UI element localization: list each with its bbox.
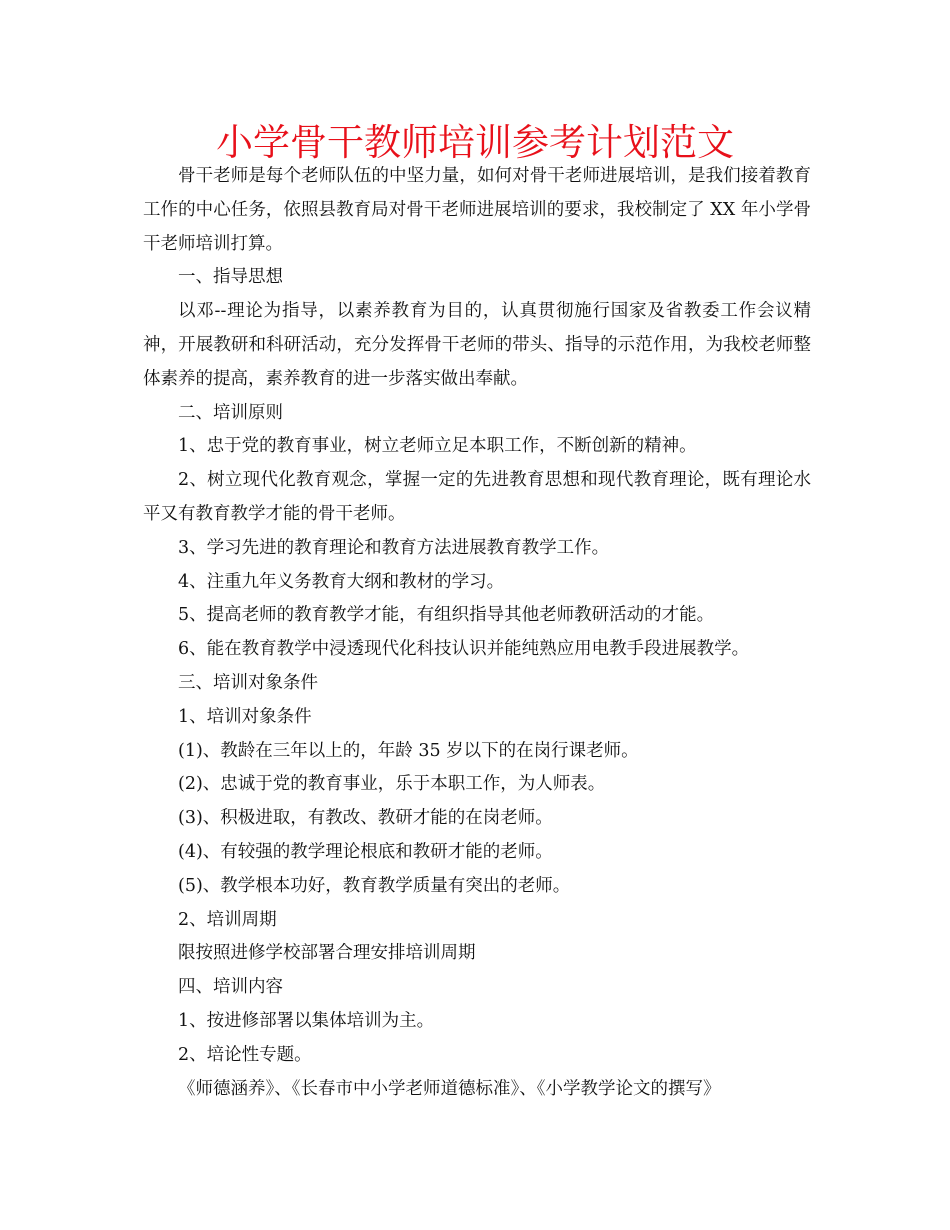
condition-item-3: (3)、积极进取，有教改、教研才能的在岗老师。 [178, 808, 553, 829]
principle-item-3: 3、学习先进的教育理论和教育方法进展教育教学工作。 [178, 537, 610, 558]
principle-item-5: 5、提高老师的教育教学才能，有组织指导其他老师教研活动的才能。 [178, 605, 715, 626]
section-heading-trainee-conditions: 三、培训对象条件 [178, 672, 318, 693]
condition-item-1: (1)、教龄在三年以上的，年龄 35 岁以下的在岗行课老师。 [178, 740, 639, 761]
paragraph-guiding-thought: 以邓--理论为指导，以素养教育为目的，认真贯彻施行国家及省教委工作会议精神，开展教研和科研活动，充分发挥骨干老师的带头、指导的示范作用，为我校老师整体素养的提高，素养教育的进一步落实做出奉献。 [143, 301, 811, 389]
principle-item-6: 6、能在教育教学中浸透现代化科技认识并能纯熟应用电教手段进展教学。 [178, 639, 750, 660]
subheading-trainee-conditions: 1、培训对象条件 [178, 706, 312, 727]
document-body [143, 160, 811, 1106]
document-title: 小学骨干教师培训参考计划范文 [216, 121, 734, 164]
principle-item-1: 1、忠于党的教育事业，树立老师立足本职工作，不断创新的精神。 [178, 436, 697, 457]
condition-item-2: (2)、忠诚于党的教育事业，乐于本职工作，为人师表。 [178, 774, 606, 795]
paragraph-intro: 骨干老师是每个老师队伍的中坚力量，如何对骨干老师进展培训，是我们接着教育工作的中心任务，依照县教育局对骨干老师进展培训的要求，我校制定了 XX 年小学骨干老师培训打算。 [143, 166, 811, 254]
section-heading-guiding-thought: 一、指导思想 [178, 267, 283, 288]
paragraph-training-period: 限按照进修学校部署合理安排培训周期 [178, 943, 476, 964]
paragraph-reading-list: 《师德涵养》、《长春市中小学老师道德标准》、《小学教学论文的撰写》 [178, 1078, 721, 1099]
condition-item-5: (5)、教学根本功好，教育教学质量有突出的老师。 [178, 875, 571, 896]
section-heading-training-principles: 二、培训原则 [178, 402, 283, 423]
section-heading-training-content: 四、培训内容 [178, 977, 283, 998]
content-item-2: 2、培论性专题。 [178, 1044, 312, 1065]
subheading-training-period: 2、培训周期 [178, 909, 277, 930]
content-item-1: 1、按进修部署以集体培训为主。 [178, 1010, 435, 1031]
principle-item-2: 2、树立现代化教育观念，掌握一定的先进教育思想和现代教育理论，既有理论水平又有教育教学才能的骨干老师。 [143, 470, 811, 524]
principle-item-4: 4、注重九年义务教育大纲和教材的学习。 [178, 571, 505, 592]
condition-item-4: (4)、有较强的教学理论根底和教研才能的老师。 [178, 841, 553, 862]
